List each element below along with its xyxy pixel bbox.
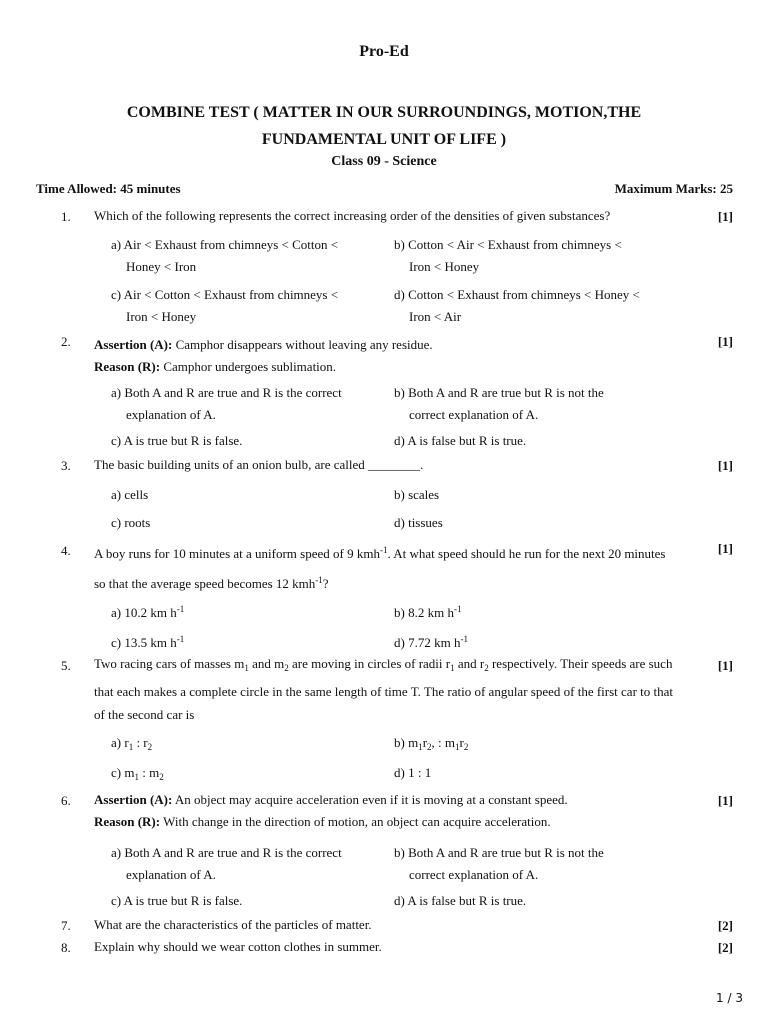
option-a (111, 382, 381, 426)
option-value: 8.2 km h (408, 605, 454, 620)
question-line-1 (94, 652, 706, 680)
option-b (394, 842, 664, 886)
option-c (111, 628, 381, 654)
subscript: 1 (128, 742, 134, 752)
assertion-label: Assertion (A): (94, 792, 173, 807)
option-line-1: b) Both A and R are true but R is not the (394, 845, 604, 860)
text-segment: are moving in circles of radii r (288, 656, 451, 671)
option-d (394, 284, 664, 328)
assertion-line (94, 334, 706, 356)
superscript: -1 (379, 545, 388, 555)
option-value: 13.5 km h (124, 635, 177, 650)
option-b (394, 732, 664, 758)
superscript: -1 (315, 575, 323, 585)
text-segment: and m (248, 656, 285, 671)
text-segment: respectively. Their speeds are such (488, 656, 673, 671)
question-marks: [2] (717, 940, 733, 955)
question-text (94, 537, 706, 597)
assertion-line (94, 789, 706, 811)
assertion-text: An object may acquire acceleration even if it is moving at a constant speed. (172, 792, 568, 807)
option-a (111, 732, 381, 758)
option-line-1: c) A is true but R is false. (111, 893, 243, 908)
assertion-text: Camphor disappears without leaving any residue. (172, 337, 433, 352)
option-a (111, 598, 381, 624)
option-b: b) scales (394, 487, 440, 502)
text-segment: Two racing cars of masses m (94, 656, 245, 671)
question-line-2 (94, 567, 706, 597)
subscript: 2 (159, 772, 164, 782)
question-number: 4. (61, 543, 71, 558)
option-line-1: a) Air < Exhaust from chimneys < Cotton < (111, 237, 339, 252)
question-line-3: of the second car is (94, 707, 195, 722)
text-segment: r (459, 735, 464, 750)
assertion-reason (94, 334, 706, 378)
option-line-1: d) A is false but R is true. (394, 893, 527, 908)
option-d: d) 1 : 1 (394, 765, 432, 780)
reason-label: Reason (R): (94, 359, 161, 374)
subscript: 2 (284, 663, 289, 673)
option-line-1: a) Both A and R are true and R is the correct (111, 845, 342, 860)
text-segment: : r (133, 735, 148, 750)
option-line-1: c) A is true but R is false. (111, 433, 243, 448)
question-marks: [1] (717, 458, 733, 473)
option-c (111, 430, 381, 452)
test-title (0, 99, 768, 153)
question-number: 2. (61, 334, 71, 349)
question-number: 1. (61, 209, 71, 224)
option-c (111, 890, 381, 912)
text-segment: ? (322, 576, 329, 591)
brand-name: Pro-Ed (359, 43, 409, 60)
option-d: d) tissues (394, 515, 443, 530)
reason-text: With change in the direction of motion, an object can acquire acceleration. (160, 814, 551, 829)
question-marks: [1] (717, 209, 733, 224)
option-line-1: b) Cotton < Air < Exhaust from chimneys < (394, 237, 622, 252)
subscript: 2 (147, 742, 153, 752)
option-b (394, 382, 664, 426)
option-line-1: d) Cotton < Exhaust from chimneys < Honey < (394, 287, 640, 302)
reason-line (94, 356, 706, 378)
question-number: 5. (61, 658, 71, 673)
superscript: -1 (176, 634, 185, 644)
option-d (394, 628, 664, 654)
page-indicator: 1 / 3 (716, 991, 743, 1005)
question-text: Which of the following represents the correct increasing order of the densities of given substances? (94, 208, 611, 223)
option-line-2: Iron < Honey (409, 259, 480, 274)
subscript: 2 (463, 742, 469, 752)
reason-label: Reason (R): (94, 814, 161, 829)
question-marks: [1] (717, 793, 733, 808)
question-number: 7. (61, 918, 71, 933)
option-line-1: d) A is false but R is true. (394, 433, 527, 448)
title-line-2: FUNDAMENTAL UNIT OF LIFE ) (261, 131, 507, 148)
option-d (394, 890, 664, 912)
assertion-label: Assertion (A): (94, 337, 173, 352)
option-line-2: Iron < Air (409, 309, 462, 324)
option-line-2: explanation of A. (126, 407, 216, 422)
option-line-1: c) Air < Cotton < Exhaust from chimneys < (111, 287, 339, 302)
option-line-2: Iron < Honey (126, 309, 197, 324)
question-marks: [2] (717, 918, 733, 933)
text-segment: : m (138, 765, 160, 780)
option-a (111, 234, 381, 278)
option-d (394, 430, 664, 452)
option-b (394, 234, 664, 278)
text-segment: and r (454, 656, 485, 671)
subscript: 2 (484, 663, 489, 673)
option-line-2: correct explanation of A. (409, 407, 539, 422)
assertion-reason (94, 789, 706, 833)
time-allowed: Time Allowed: 45 minutes (36, 181, 181, 196)
option-letter: a) (111, 605, 122, 620)
option-a (111, 842, 381, 886)
option-line-1: a) Both A and R are true and R is the correct (111, 385, 342, 400)
text-segment: , : m (431, 735, 456, 750)
text-segment: A boy runs for 10 minutes at a uniform speed of 9 kmh (94, 546, 380, 561)
question-text: Explain why should we wear cotton clothes in summer. (94, 939, 382, 954)
question-line-2: that each makes a complete circle in the same length of time T. The ratio of angular speed of the first car to that (94, 684, 674, 699)
question-number: 8. (61, 940, 71, 955)
question-marks: [1] (717, 658, 733, 673)
question-number: 3. (61, 458, 71, 473)
subscript: 1 (450, 663, 455, 673)
subscript: 1 (418, 742, 423, 752)
option-c (111, 284, 381, 328)
subscript: 1 (134, 772, 139, 782)
question-line-1 (94, 537, 706, 567)
superscript: -1 (176, 604, 185, 614)
subscript: 1 (244, 663, 249, 673)
text-segment: a) r (111, 735, 129, 750)
option-value: 7.72 km h (408, 635, 461, 650)
question-text: What are the characteristics of the particles of matter. (94, 917, 372, 932)
class-subject: Class 09 - Science (331, 154, 437, 169)
option-a: a) cells (111, 487, 149, 502)
option-c (111, 762, 381, 788)
question-text (94, 652, 706, 726)
reason-line (94, 811, 706, 833)
text-segment: . At what speed should he run for the next 20 minutes (387, 546, 666, 561)
question-marks: [1] (717, 334, 733, 349)
option-line-2: Honey < Iron (126, 259, 197, 274)
text-segment: so that the average speed becomes 12 kmh (94, 576, 316, 591)
option-letter: b) (394, 605, 405, 620)
title-line-1: COMBINE TEST ( MATTER IN OUR SURROUNDINGS, MOTION,THE (126, 104, 642, 121)
option-letter: c) (111, 635, 122, 650)
question-number: 6. (61, 793, 71, 808)
subscript: 2 (427, 742, 432, 752)
superscript: -1 (453, 604, 462, 614)
superscript: -1 (460, 634, 468, 644)
option-line-1: b) Both A and R are true but R is not the (394, 385, 604, 400)
maximum-marks: Maximum Marks: 25 (614, 181, 733, 196)
option-line-2: explanation of A. (126, 867, 216, 882)
text-segment: c) m (111, 765, 135, 780)
option-value: 10.2 km h (124, 605, 177, 620)
option-c: c) roots (111, 515, 151, 530)
question-marks: [1] (717, 541, 733, 556)
option-b (394, 598, 664, 624)
reason-text: Camphor undergoes sublimation. (160, 359, 337, 374)
option-line-2: correct explanation of A. (409, 867, 539, 882)
text-segment: b) m (394, 735, 419, 750)
text-segment: r (422, 735, 428, 750)
option-letter: d) (394, 635, 405, 650)
question-text: The basic building units of an onion bulb, are called ________. (94, 457, 424, 472)
subscript: 1 (455, 742, 460, 752)
